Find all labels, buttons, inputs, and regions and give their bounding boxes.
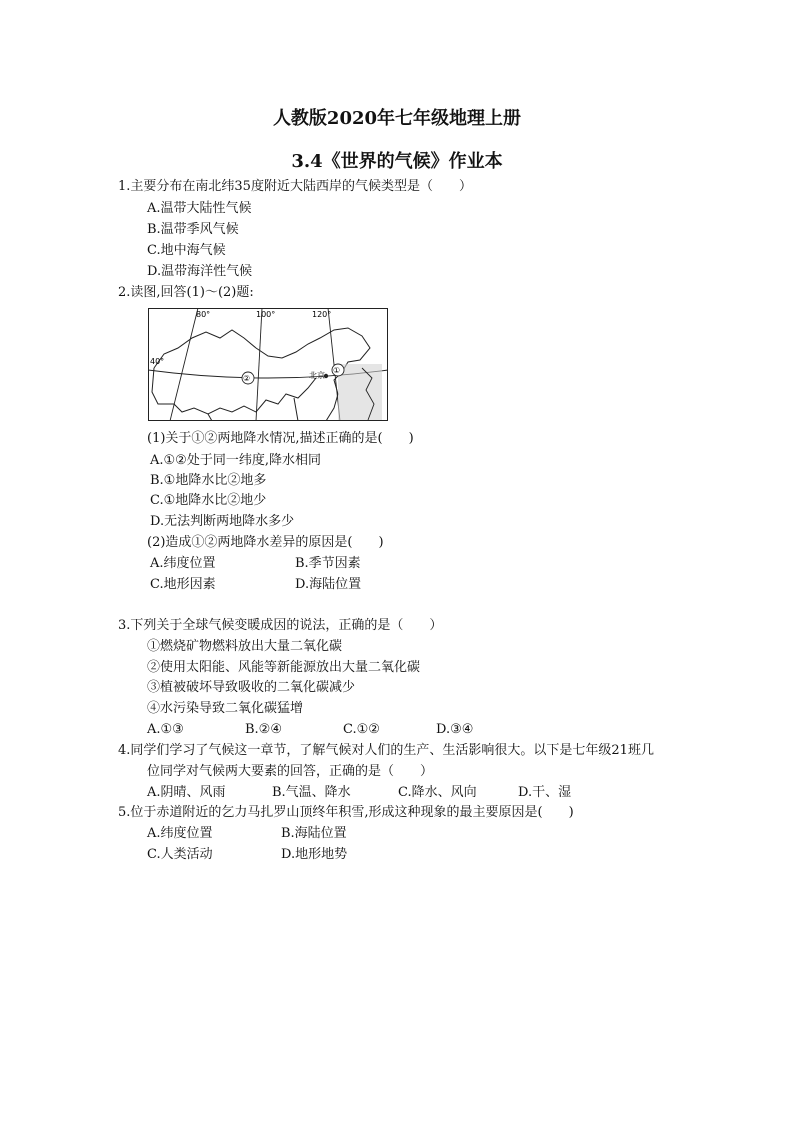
q1-stem: 1.主要分布在南北纬35度附近大陆西岸的气候类型是（ ） (118, 179, 472, 194)
q2-stem: 2.读图,回答(1)～(2)题: (118, 285, 254, 300)
q5-option-c: C.人类活动 (147, 847, 213, 862)
q1-option-c: C.地中海气候 (147, 243, 226, 258)
q2-sub1-option-a: A.①②处于同一纬度,降水相同 (150, 453, 321, 468)
q2-sub2-stem: (2)造成①②两地降水差异的原因是( ) (147, 535, 384, 550)
map-label-lat40: 40° (150, 357, 165, 366)
map-label-beijing: 北京 (309, 371, 325, 380)
q2-sub1-option-b: B.①地降水比②地多 (150, 473, 267, 488)
q3-item-2: ②使用太阳能、风能等新能源放出大量二氧化碳 (147, 660, 421, 675)
map-label-lon120: 120° (312, 310, 332, 319)
page-title: 人教版2020年七年级地理上册 (272, 108, 522, 129)
q4-option-a: A.阴晴、风雨 (147, 785, 226, 800)
map-label-point2: ② (243, 374, 251, 383)
q5-option-b: B.海陆位置 (281, 826, 347, 841)
q2-sub2-option-d: D.海陆位置 (295, 577, 362, 592)
q4-option-d: D.干、湿 (518, 785, 572, 800)
q2-sub1-option-c: C.①地降水比②地少 (150, 493, 267, 508)
map-label-lon100: 100° (256, 310, 276, 319)
q4-option-b: B.气温、降水 (272, 785, 351, 800)
q3-item-3: ③植被破坏导致吸收的二氧化碳减少 (147, 680, 356, 695)
q3-option-d: D.③④ (436, 722, 474, 737)
page-subtitle: 3.4《世界的气候》作业本 (291, 151, 503, 172)
china-map-figure (148, 308, 388, 421)
q3-option-b: B.②④ (245, 722, 282, 737)
q2-sub2-option-a: A.纬度位置 (150, 556, 216, 571)
q3-option-c: C.①② (343, 722, 380, 737)
q4-option-c: C.降水、风向 (398, 785, 477, 800)
q3-option-a: A.①③ (147, 722, 184, 737)
q5-stem: 5.位于赤道附近的乞力马扎罗山顶终年积雪,形成这种现象的最主要原因是( ) (118, 805, 574, 820)
q2-sub2-option-c: C.地形因素 (150, 577, 216, 592)
q2-sub2-option-b: B.季节因素 (295, 556, 361, 571)
q3-item-1: ①燃烧矿物燃料放出大量二氧化碳 (147, 639, 343, 654)
q1-option-b: B.温带季风气候 (147, 222, 239, 237)
q3-stem: 3.下列关于全球气候变暖成因的说法，正确的是（ ） (118, 618, 443, 633)
q5-option-a: A.纬度位置 (147, 826, 213, 841)
q4-stem-line1: 4.同学们学习了气候这一章节，了解气候对人们的生产、生活影响很大。以下是七年级21班几 (118, 743, 654, 758)
q3-item-4: ④水污染导致二氧化碳猛增 (147, 701, 304, 716)
q4-stem-line2: 位同学对气候两大要素的回答，正确的是（ ） (147, 764, 434, 779)
q1-option-a: A.温带大陆性气候 (147, 201, 252, 216)
q1-option-d: D.温带海洋性气候 (147, 264, 253, 279)
map-label-lon80: 80° (196, 310, 211, 319)
q2-sub1-option-d: D.无法判断两地降水多少 (150, 514, 295, 529)
q2-sub1-stem: (1)关于①②两地降水情况,描述正确的是( ) (147, 431, 414, 446)
q5-option-d: D.地形地势 (281, 847, 348, 862)
map-label-point1: ① (333, 366, 341, 375)
